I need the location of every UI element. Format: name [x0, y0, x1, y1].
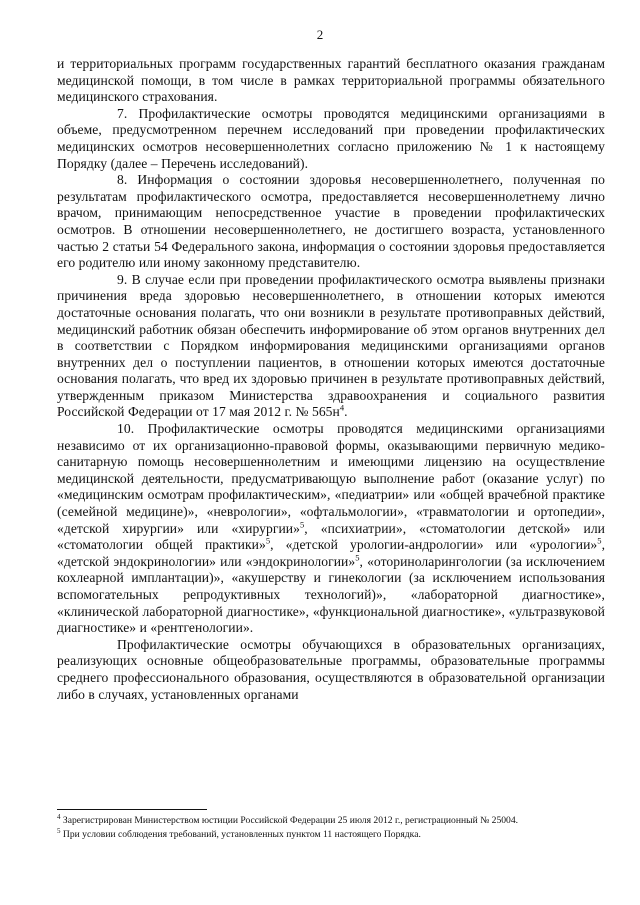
paragraph-continuation: и территориальных программ государственных гарантий бесплатного оказания гражданам медицинской помощи, в том числе в рамках территориальной программы обязательного медицинского страхования.	[57, 56, 605, 105]
paragraph-item-10-part: , «психиатрии», «стоматологии детской» или «стоматологии общей практики»	[57, 520, 605, 553]
body-text	[57, 56, 605, 703]
paragraph-item-7: 7. Профилактические осмотры проводятся медицинскими организациями в объеме, предусмотренном перечнем исследований при проведении профилактических медицинских осмотров несовершеннолетних согласно приложению № 1 к настоящему Порядку (далее – Перечень исследований).	[57, 105, 605, 171]
paragraph-item-10-part: , «детской эндокринологии» или «эндокринологии»	[57, 537, 606, 569]
footnote-mark: 4	[57, 812, 61, 821]
footnote-ref-5: 5	[265, 535, 271, 546]
paragraph-item-10-part: 10. Профилактические осмотры проводятся медицинскими организациями независимо от их организационно-правовой формы, оказывающими первичную медико-санитарную помощь несовершеннолетним и имеющими лицензию на осуществление медицинской деятельности, предусматривающую выполнение работ (оказание услуг) по «медицинским осмотрам профилактическим», «педиатрии» или «общей врачебной практике (семейной медицине)», «неврологии», «офтальмологии», «травматологии и ортопедии», «детской хирургии» или «хирургии»	[57, 421, 605, 536]
footnote-ref-5: 5	[597, 535, 602, 546]
footnote-ref-4: 4	[339, 402, 345, 413]
paragraph-item-8: 8. Информация о состоянии здоровья несовершеннолетнего, полученная по результатам профилактического осмотра, предоставляется несовершеннолетнему лично врачом, принимающим непосредственное участие в проведении профилактических осмотров. В отношении несовершеннолетнего, не достигшего возраста, установленного частью 2 статьи 54 Федерального закона, информация о состоянии здоровья предоставляется его родителю или иному законному представителю.	[57, 172, 605, 271]
footnote-5	[57, 828, 605, 842]
footnote-4	[57, 814, 605, 828]
footnote-text: Зарегистрирован Министерством юстиции Российской Федерации 25 июля 2012 г., регистрационный № 25004.	[62, 815, 519, 826]
page-number: 2	[316, 27, 324, 42]
paragraph-item-9-text: 9. В случае если при проведении профилактического осмотра выявлены признаки причинения вреда здоровью несовершеннолетнего, в отношении которых имеются достаточные основания полагать, что они возникли в результате противоправных действий, медицинский работник обязан обеспечить информирование об этом органов внутренних дел в соответствии с Порядком информирования медицинскими организациями органов внутренних дел о поступлении пациентов, в отношении которых имеются достаточные основания полагать, что вред их здоровью причинен в результате противоправных действий, утвержденным приказом Министерства здравоохранения и социального развития Российской Федерации от 17 мая 2012 г. № 565н	[57, 271, 605, 420]
footnote-ref-5: 5	[299, 519, 305, 530]
footnotes	[57, 814, 605, 841]
footnote-divider	[57, 809, 207, 810]
paragraph-item-9	[57, 272, 605, 421]
footnote-mark: 5	[57, 826, 61, 835]
paragraph-item-10-part: , «оториноларингологии (за исключением кохлеарной имплантации)», «акушерству и гинекологии (за исключением использования вспомогательных репродуктивных технологий)», «лабораторной диагностике», «клинической лабораторной диагностике», «функциональной диагностике», «ультразвуковой диагностике» и «рентгенологии».	[57, 553, 605, 636]
paragraph-educational-organizations: Профилактические осмотры обучающихся в образовательных организациях, реализующих основные общеобразовательные программы, образовательные программы среднего профессионального образования, осуществляются в образовательной организации либо в случаях, установленных органами	[57, 636, 605, 702]
paragraph-item-10-part: , «детской урологии-андрологии» или «урологии»	[270, 537, 598, 553]
footnote-ref-5: 5	[355, 552, 360, 563]
footnote-text: При условии соблюдения требований, установленных пунктом 11 настоящего Порядка.	[62, 828, 421, 840]
paragraph-item-10	[57, 421, 605, 637]
paragraph-item-9-tail: .	[344, 404, 348, 420]
